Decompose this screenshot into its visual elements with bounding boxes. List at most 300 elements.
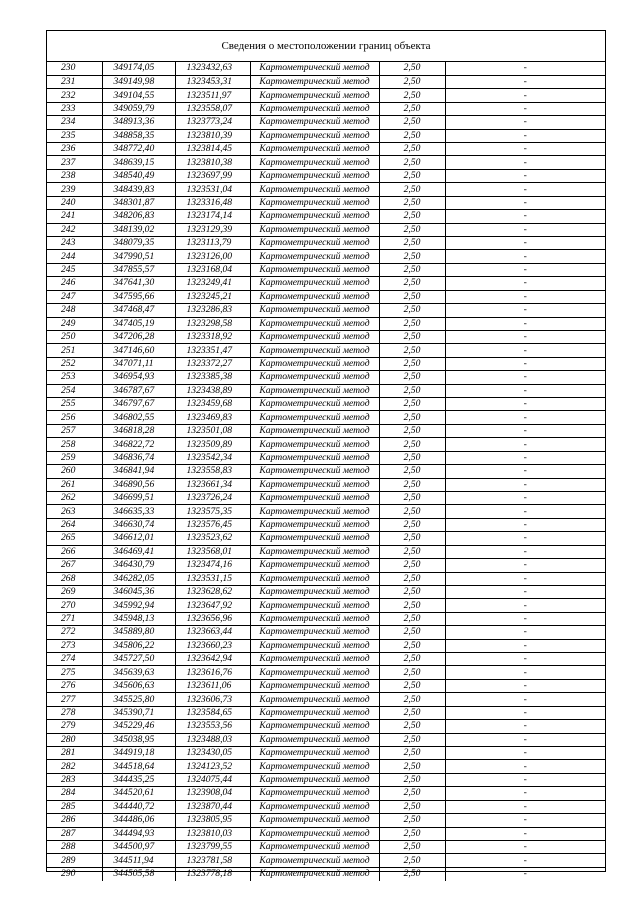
description-cell: -: [445, 626, 605, 639]
accuracy-cell: 2,50: [379, 559, 445, 572]
y-coordinate-cell: 1323174,14: [175, 210, 250, 223]
accuracy-cell: 2,50: [379, 438, 445, 451]
y-coordinate-cell: 1323558,07: [175, 102, 250, 115]
accuracy-cell: 2,50: [379, 827, 445, 840]
x-coordinate-cell: 347146,60: [102, 344, 175, 357]
method-cell: Картометрический метод: [250, 814, 379, 827]
description-cell: -: [445, 169, 605, 182]
description-cell: -: [445, 532, 605, 545]
x-coordinate-cell: 344919,18: [102, 747, 175, 760]
y-coordinate-cell: 1323647,92: [175, 599, 250, 612]
accuracy-cell: 2,50: [379, 169, 445, 182]
y-coordinate-cell: 1323805,95: [175, 814, 250, 827]
method-cell: Картометрический метод: [250, 102, 379, 115]
table-row: [47, 559, 605, 572]
description-cell: -: [445, 344, 605, 357]
table-row: [47, 210, 605, 223]
table-row: [47, 304, 605, 317]
accuracy-cell: 2,50: [379, 424, 445, 437]
method-cell: Картометрический метод: [250, 411, 379, 424]
x-coordinate-cell: 344518,64: [102, 760, 175, 773]
point-number-cell: 266: [47, 545, 102, 558]
method-cell: Картометрический метод: [250, 465, 379, 478]
method-cell: Картометрический метод: [250, 75, 379, 88]
accuracy-cell: 2,50: [379, 102, 445, 115]
x-coordinate-cell: 348139,02: [102, 223, 175, 236]
x-coordinate-cell: 346612,01: [102, 532, 175, 545]
accuracy-cell: 2,50: [379, 263, 445, 276]
y-coordinate-cell: 1323606,73: [175, 693, 250, 706]
x-coordinate-cell: 345229,46: [102, 720, 175, 733]
x-coordinate-cell: 345948,13: [102, 612, 175, 625]
description-cell: -: [445, 653, 605, 666]
accuracy-cell: 2,50: [379, 210, 445, 223]
description-cell: -: [445, 478, 605, 491]
table-row: [47, 116, 605, 129]
table-row: [47, 666, 605, 679]
description-cell: -: [445, 156, 605, 169]
accuracy-cell: 2,50: [379, 612, 445, 625]
description-cell: -: [445, 304, 605, 317]
description-cell: -: [445, 250, 605, 263]
x-coordinate-cell: 348206,83: [102, 210, 175, 223]
y-coordinate-cell: 1323523,62: [175, 532, 250, 545]
accuracy-cell: 2,50: [379, 693, 445, 706]
point-number-cell: 287: [47, 827, 102, 840]
description-cell: -: [445, 612, 605, 625]
description-cell: -: [445, 371, 605, 384]
description-cell: -: [445, 263, 605, 276]
y-coordinate-cell: 1323660,23: [175, 639, 250, 652]
y-coordinate-cell: 1323488,03: [175, 733, 250, 746]
method-cell: Картометрический метод: [250, 867, 379, 880]
accuracy-cell: 2,50: [379, 478, 445, 491]
x-coordinate-cell: 346818,28: [102, 424, 175, 437]
table-row: [47, 465, 605, 478]
y-coordinate-cell: 1323778,18: [175, 867, 250, 880]
method-cell: Картометрический метод: [250, 800, 379, 813]
method-cell: Картометрический метод: [250, 612, 379, 625]
description-cell: -: [445, 357, 605, 370]
method-cell: Картометрический метод: [250, 210, 379, 223]
point-number-cell: 261: [47, 478, 102, 491]
description-cell: -: [445, 384, 605, 397]
table-row: [47, 867, 605, 880]
description-cell: -: [445, 545, 605, 558]
point-number-cell: 233: [47, 102, 102, 115]
table-row: [47, 451, 605, 464]
point-number-cell: 282: [47, 760, 102, 773]
accuracy-cell: 2,50: [379, 290, 445, 303]
method-cell: Картометрический метод: [250, 116, 379, 129]
point-number-cell: 241: [47, 210, 102, 223]
point-number-cell: 272: [47, 626, 102, 639]
accuracy-cell: 2,50: [379, 116, 445, 129]
y-coordinate-cell: 1323245,21: [175, 290, 250, 303]
x-coordinate-cell: 345992,94: [102, 599, 175, 612]
method-cell: Картометрический метод: [250, 62, 379, 75]
accuracy-cell: 2,50: [379, 747, 445, 760]
point-number-cell: 257: [47, 424, 102, 437]
point-number-cell: 281: [47, 747, 102, 760]
y-coordinate-cell: 1323584,65: [175, 706, 250, 719]
y-coordinate-cell: 1323773,24: [175, 116, 250, 129]
x-coordinate-cell: 344486,06: [102, 814, 175, 827]
point-number-cell: 239: [47, 183, 102, 196]
table-row: [47, 854, 605, 867]
accuracy-cell: 2,50: [379, 800, 445, 813]
table-row: [47, 639, 605, 652]
description-cell: -: [445, 679, 605, 692]
y-coordinate-cell: 1323509,89: [175, 438, 250, 451]
y-coordinate-cell: 1323430,05: [175, 747, 250, 760]
x-coordinate-cell: 347990,51: [102, 250, 175, 263]
description-cell: -: [445, 720, 605, 733]
y-coordinate-cell: 1323576,45: [175, 518, 250, 531]
x-coordinate-cell: 348439,83: [102, 183, 175, 196]
y-coordinate-cell: 1323870,44: [175, 800, 250, 813]
x-coordinate-cell: 347595,66: [102, 290, 175, 303]
description-cell: -: [445, 666, 605, 679]
point-number-cell: 279: [47, 720, 102, 733]
point-number-cell: 262: [47, 492, 102, 505]
y-coordinate-cell: 1323628,62: [175, 585, 250, 598]
table-row: [47, 693, 605, 706]
table-row: [47, 169, 605, 182]
table-row: [47, 478, 605, 491]
table-row: [47, 492, 605, 505]
y-coordinate-cell: 1323810,03: [175, 827, 250, 840]
y-coordinate-cell: 1323531,04: [175, 183, 250, 196]
x-coordinate-cell: 344511,94: [102, 854, 175, 867]
description-cell: -: [445, 827, 605, 840]
point-number-cell: 245: [47, 263, 102, 276]
x-coordinate-cell: 345889,80: [102, 626, 175, 639]
page-title: Сведения о местоположении границ объекта: [47, 31, 605, 62]
table-row: [47, 585, 605, 598]
y-coordinate-cell: 1323781,58: [175, 854, 250, 867]
y-coordinate-cell: 1323385,38: [175, 371, 250, 384]
description-cell: -: [445, 733, 605, 746]
y-coordinate-cell: 1323129,39: [175, 223, 250, 236]
x-coordinate-cell: 348858,35: [102, 129, 175, 142]
x-coordinate-cell: 346841,94: [102, 465, 175, 478]
table-row: [47, 398, 605, 411]
accuracy-cell: 2,50: [379, 196, 445, 209]
x-coordinate-cell: 344494,93: [102, 827, 175, 840]
point-number-cell: 248: [47, 304, 102, 317]
description-cell: -: [445, 102, 605, 115]
accuracy-cell: 2,50: [379, 585, 445, 598]
y-coordinate-cell: 1323501,08: [175, 424, 250, 437]
x-coordinate-cell: 345525,80: [102, 693, 175, 706]
accuracy-cell: 2,50: [379, 532, 445, 545]
y-coordinate-cell: 1323474,16: [175, 559, 250, 572]
description-cell: -: [445, 438, 605, 451]
method-cell: Картометрический метод: [250, 223, 379, 236]
y-coordinate-cell: 1323432,63: [175, 62, 250, 75]
method-cell: Картометрический метод: [250, 183, 379, 196]
y-coordinate-cell: 1323568,01: [175, 545, 250, 558]
accuracy-cell: 2,50: [379, 250, 445, 263]
accuracy-cell: 2,50: [379, 357, 445, 370]
accuracy-cell: 2,50: [379, 277, 445, 290]
accuracy-cell: 2,50: [379, 840, 445, 853]
method-cell: Картометрический метод: [250, 747, 379, 760]
x-coordinate-cell: 345806,22: [102, 639, 175, 652]
description-cell: -: [445, 747, 605, 760]
description-cell: -: [445, 424, 605, 437]
accuracy-cell: 2,50: [379, 451, 445, 464]
description-cell: -: [445, 317, 605, 330]
table-row: [47, 653, 605, 666]
accuracy-cell: 2,50: [379, 317, 445, 330]
x-coordinate-cell: 347855,57: [102, 263, 175, 276]
method-cell: Картометрический метод: [250, 398, 379, 411]
y-coordinate-cell: 1323126,00: [175, 250, 250, 263]
accuracy-cell: 2,50: [379, 572, 445, 585]
point-number-cell: 246: [47, 277, 102, 290]
point-number-cell: 254: [47, 384, 102, 397]
method-cell: Картометрический метод: [250, 626, 379, 639]
accuracy-cell: 2,50: [379, 545, 445, 558]
accuracy-cell: 2,50: [379, 304, 445, 317]
accuracy-cell: 2,50: [379, 411, 445, 424]
x-coordinate-cell: 345038,95: [102, 733, 175, 746]
x-coordinate-cell: 346699,51: [102, 492, 175, 505]
point-number-cell: 270: [47, 599, 102, 612]
y-coordinate-cell: 1323575,35: [175, 505, 250, 518]
y-coordinate-cell: 1323459,68: [175, 398, 250, 411]
description-cell: -: [445, 706, 605, 719]
method-cell: Картометрический метод: [250, 733, 379, 746]
y-coordinate-cell: 1324075,44: [175, 773, 250, 786]
description-cell: -: [445, 840, 605, 853]
x-coordinate-cell: 346635,33: [102, 505, 175, 518]
description-cell: -: [445, 787, 605, 800]
point-number-cell: 231: [47, 75, 102, 88]
y-coordinate-cell: 1323697,99: [175, 169, 250, 182]
y-coordinate-cell: 1323799,55: [175, 840, 250, 853]
method-cell: Картометрический метод: [250, 424, 379, 437]
method-cell: Картометрический метод: [250, 478, 379, 491]
method-cell: Картометрический метод: [250, 787, 379, 800]
y-coordinate-cell: 1324123,52: [175, 760, 250, 773]
method-cell: Картометрический метод: [250, 344, 379, 357]
table-row: [47, 787, 605, 800]
method-cell: Картометрический метод: [250, 304, 379, 317]
method-cell: Картометрический метод: [250, 89, 379, 102]
description-cell: -: [445, 760, 605, 773]
description-cell: -: [445, 330, 605, 343]
description-cell: -: [445, 129, 605, 142]
point-number-cell: 247: [47, 290, 102, 303]
x-coordinate-cell: 346954,93: [102, 371, 175, 384]
method-cell: Картометрический метод: [250, 693, 379, 706]
point-number-cell: 258: [47, 438, 102, 451]
table-row: [47, 599, 605, 612]
table-row: [47, 747, 605, 760]
point-number-cell: 235: [47, 129, 102, 142]
accuracy-cell: 2,50: [379, 183, 445, 196]
x-coordinate-cell: 346797,67: [102, 398, 175, 411]
table-row: [47, 129, 605, 142]
point-number-cell: 244: [47, 250, 102, 263]
y-coordinate-cell: 1323469,83: [175, 411, 250, 424]
y-coordinate-cell: 1323553,56: [175, 720, 250, 733]
accuracy-cell: 2,50: [379, 599, 445, 612]
point-number-cell: 286: [47, 814, 102, 827]
table-row: [47, 626, 605, 639]
x-coordinate-cell: 349104,55: [102, 89, 175, 102]
accuracy-cell: 2,50: [379, 787, 445, 800]
y-coordinate-cell: 1323249,41: [175, 277, 250, 290]
method-cell: Картометрический метод: [250, 706, 379, 719]
method-cell: Картометрический метод: [250, 317, 379, 330]
accuracy-cell: 2,50: [379, 867, 445, 880]
x-coordinate-cell: 344505,58: [102, 867, 175, 880]
y-coordinate-cell: 1323286,83: [175, 304, 250, 317]
accuracy-cell: 2,50: [379, 814, 445, 827]
point-number-cell: 238: [47, 169, 102, 182]
table-row: [47, 62, 605, 75]
y-coordinate-cell: 1323351,47: [175, 344, 250, 357]
y-coordinate-cell: 1323168,04: [175, 263, 250, 276]
description-cell: -: [445, 62, 605, 75]
x-coordinate-cell: 347206,28: [102, 330, 175, 343]
x-coordinate-cell: 346282,05: [102, 572, 175, 585]
table-row: [47, 773, 605, 786]
point-number-cell: 285: [47, 800, 102, 813]
x-coordinate-cell: 349174,05: [102, 62, 175, 75]
point-number-cell: 269: [47, 585, 102, 598]
method-cell: Картометрический метод: [250, 572, 379, 585]
accuracy-cell: 2,50: [379, 371, 445, 384]
table-row: [47, 532, 605, 545]
table-row: [47, 330, 605, 343]
point-number-cell: 268: [47, 572, 102, 585]
description-cell: -: [445, 854, 605, 867]
point-number-cell: 276: [47, 679, 102, 692]
method-cell: Картометрический метод: [250, 290, 379, 303]
method-cell: Картометрический метод: [250, 438, 379, 451]
point-number-cell: 271: [47, 612, 102, 625]
accuracy-cell: 2,50: [379, 679, 445, 692]
x-coordinate-cell: 348079,35: [102, 236, 175, 249]
y-coordinate-cell: 1323810,39: [175, 129, 250, 142]
description-cell: -: [445, 773, 605, 786]
point-number-cell: 255: [47, 398, 102, 411]
method-cell: Картометрический метод: [250, 330, 379, 343]
accuracy-cell: 2,50: [379, 492, 445, 505]
method-cell: Картометрический метод: [250, 559, 379, 572]
accuracy-cell: 2,50: [379, 223, 445, 236]
y-coordinate-cell: 1323726,24: [175, 492, 250, 505]
method-cell: Картометрический метод: [250, 760, 379, 773]
point-number-cell: 278: [47, 706, 102, 719]
table-row: [47, 814, 605, 827]
description-cell: -: [445, 196, 605, 209]
x-coordinate-cell: 346045,36: [102, 585, 175, 598]
table-row: [47, 800, 605, 813]
accuracy-cell: 2,50: [379, 236, 445, 249]
y-coordinate-cell: 1323656,96: [175, 612, 250, 625]
accuracy-cell: 2,50: [379, 854, 445, 867]
y-coordinate-cell: 1323814,45: [175, 143, 250, 156]
method-cell: Картометрический метод: [250, 639, 379, 652]
point-number-cell: 283: [47, 773, 102, 786]
table-row: [47, 250, 605, 263]
description-cell: -: [445, 143, 605, 156]
method-cell: Картометрический метод: [250, 773, 379, 786]
point-number-cell: 240: [47, 196, 102, 209]
description-cell: -: [445, 585, 605, 598]
description-cell: -: [445, 800, 605, 813]
y-coordinate-cell: 1323611,06: [175, 679, 250, 692]
description-cell: -: [445, 223, 605, 236]
accuracy-cell: 2,50: [379, 773, 445, 786]
table-row: [47, 156, 605, 169]
x-coordinate-cell: 348772,40: [102, 143, 175, 156]
point-number-cell: 236: [47, 143, 102, 156]
x-coordinate-cell: 347071,11: [102, 357, 175, 370]
description-cell: -: [445, 492, 605, 505]
point-number-cell: 237: [47, 156, 102, 169]
y-coordinate-cell: 1323642,94: [175, 653, 250, 666]
method-cell: Картометрический метод: [250, 169, 379, 182]
table-row: [47, 290, 605, 303]
accuracy-cell: 2,50: [379, 626, 445, 639]
table-row: [47, 277, 605, 290]
method-cell: Картометрический метод: [250, 545, 379, 558]
description-cell: -: [445, 639, 605, 652]
description-cell: -: [445, 505, 605, 518]
x-coordinate-cell: 347405,19: [102, 317, 175, 330]
point-number-cell: 260: [47, 465, 102, 478]
description-cell: -: [445, 572, 605, 585]
table-row: [47, 357, 605, 370]
method-cell: Картометрический метод: [250, 585, 379, 598]
table-row: [47, 263, 605, 276]
boundary-table: [47, 62, 605, 881]
table-row: [47, 733, 605, 746]
method-cell: Картометрический метод: [250, 263, 379, 276]
description-cell: -: [445, 75, 605, 88]
method-cell: Картометрический метод: [250, 129, 379, 142]
point-number-cell: 280: [47, 733, 102, 746]
x-coordinate-cell: 345606,63: [102, 679, 175, 692]
table-row: [47, 371, 605, 384]
x-coordinate-cell: 345390,71: [102, 706, 175, 719]
x-coordinate-cell: 346890,56: [102, 478, 175, 491]
y-coordinate-cell: 1323810,38: [175, 156, 250, 169]
point-number-cell: 249: [47, 317, 102, 330]
x-coordinate-cell: 348913,36: [102, 116, 175, 129]
method-cell: Картометрический метод: [250, 666, 379, 679]
point-number-cell: 284: [47, 787, 102, 800]
description-cell: -: [445, 277, 605, 290]
point-number-cell: 253: [47, 371, 102, 384]
x-coordinate-cell: 347641,30: [102, 277, 175, 290]
x-coordinate-cell: 345727,50: [102, 653, 175, 666]
point-number-cell: 273: [47, 639, 102, 652]
point-number-cell: 243: [47, 236, 102, 249]
point-number-cell: 290: [47, 867, 102, 880]
description-cell: -: [523, 868, 527, 880]
y-coordinate-cell: 1323663,44: [175, 626, 250, 639]
document-frame: [46, 30, 606, 880]
accuracy-cell: 2,50: [379, 706, 445, 719]
